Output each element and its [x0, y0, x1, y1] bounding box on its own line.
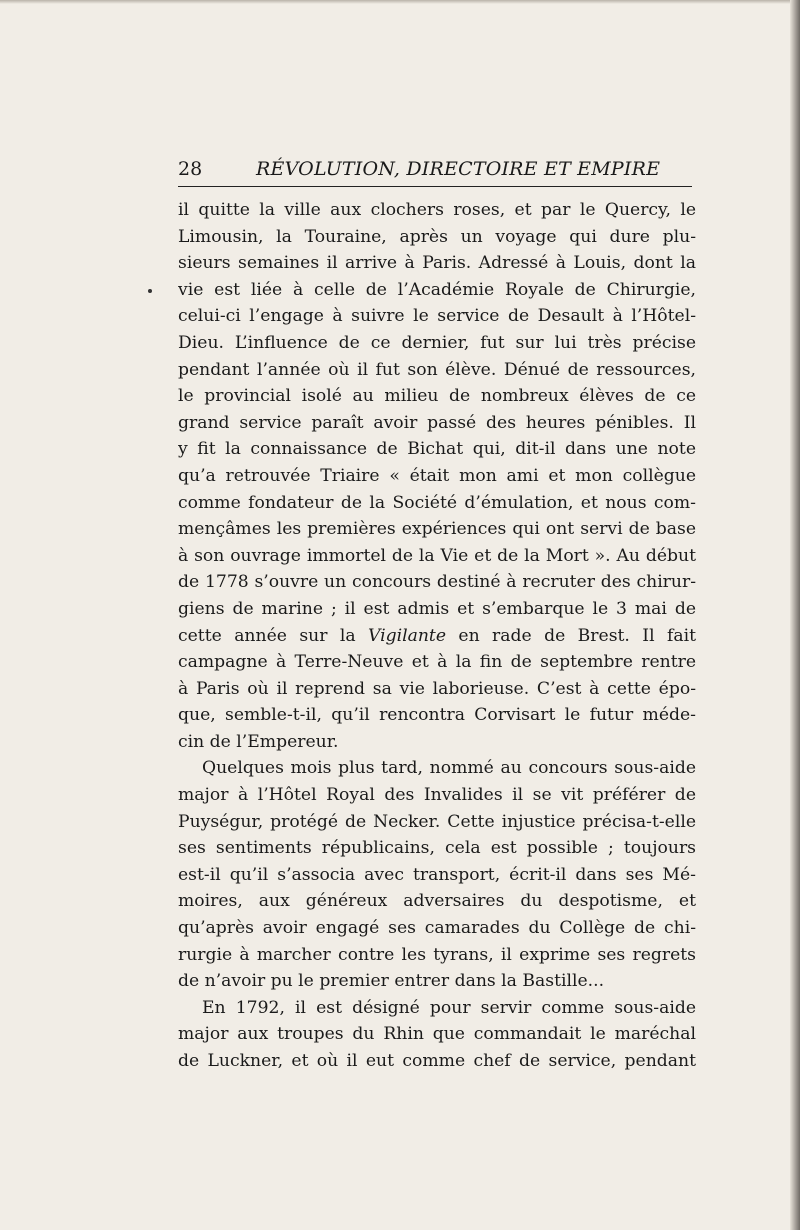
- text-line: celui-ci l’engage à suivre le service de Desault à l’Hôtel-: [178, 306, 696, 327]
- text-line: pendant l’année où il fut son élève. Dénué de ressources,: [178, 359, 696, 380]
- text-line: est-il qu’il s’associa avec transport, écrit-il dans ses Mé-: [178, 864, 696, 885]
- page-header: [178, 156, 692, 187]
- page-top-shadow: [0, 0, 800, 4]
- text-line: giens de marine ; il est admis et s’embarque le 3 mai de: [178, 598, 696, 619]
- body-text: [178, 197, 696, 1075]
- text-line: comme fondateur de la Société d’émulation, et nous com-: [178, 492, 696, 513]
- text-line: rurgie à marcher contre les tyrans, il exprime ses regrets: [178, 944, 696, 965]
- text-line: moires, aux généreux adversaires du despotisme, et: [178, 891, 696, 912]
- ship-name-italic: Vigilante: [368, 625, 446, 646]
- text-line: à son ouvrage immortel de la Vie et de la Mort ». Au début: [178, 545, 696, 566]
- text-line-with-italic: [178, 623, 696, 650]
- text-line: qu’a retrouvée Triaire « était mon ami et mon collègue: [178, 465, 696, 486]
- page-right-edge: [790, 0, 800, 1230]
- text-line: grand service paraît avoir passé des heures pénibles. Il: [178, 412, 696, 433]
- paragraph-first-line: Quelques mois plus tard, nommé au concours sous-aide: [202, 758, 696, 779]
- paragraph-last-line: de n’avoir pu le premier entrer dans la Bastille...: [178, 971, 605, 992]
- text-line: de 1778 s’ouvre un concours destiné à recruter des chirur-: [178, 572, 696, 593]
- text-line: le provincial isolé au milieu de nombreux élèves de ce: [178, 386, 696, 407]
- paragraph-last-line: cin de l’Empereur.: [178, 731, 339, 752]
- text-line: sieurs semaines il arrive à Paris. Adressé à Louis, dont la: [178, 253, 696, 274]
- paper-speck: [148, 289, 152, 293]
- text-line: il quitte la ville aux clochers roses, et par le Quercy, le: [178, 200, 696, 220]
- text-line: campagne à Terre-Neuve et à la fin de septembre rentre: [178, 652, 696, 673]
- text-line: major à l’Hôtel Royal des Invalides il se vit préférer de: [178, 785, 696, 806]
- text-line: major aux troupes du Rhin que commandait le maréchal: [178, 1024, 696, 1045]
- page-number: 28: [178, 158, 203, 180]
- text-line: ses sentiments républicains, cela est possible ; toujours: [178, 838, 696, 859]
- text-line: que, semble-t-il, qu’il rencontra Corvisart le futur méde-: [178, 705, 696, 726]
- text-line: Limousin, la Touraine, après un voyage qui dure plu-: [178, 226, 696, 247]
- paragraph-first-line: En 1792, il est désigné pour servir comme sous-aide: [202, 997, 696, 1018]
- text-line: qu’après avoir engagé ses camarades du Collège de chi-: [178, 918, 696, 939]
- text-line: Dieu. L’influence de ce dernier, fut sur lui très précise: [178, 332, 696, 353]
- text-segment: cette année sur la: [178, 625, 368, 646]
- text-line: de Luckner, et où il eut comme chef de service, pendant: [178, 1051, 696, 1071]
- text-line: y fit la connaissance de Bichat qui, dit-il dans une note: [178, 439, 696, 460]
- text-line: vie est liée à celle de l’Académie Royale de Chirurgie,: [178, 279, 696, 300]
- text-line: Puységur, protégé de Necker. Cette injustice précisa-t-elle: [178, 811, 696, 832]
- text-segment: en rade de Brest. Il fait: [446, 625, 696, 646]
- text-line: mençâmes les premières expériences qui ont servi de base: [178, 519, 696, 540]
- running-title: RÉVOLUTION, DIRECTOIRE ET EMPIRE: [256, 158, 661, 180]
- text-line: à Paris où il reprend sa vie laborieuse. C’est à cette épo-: [178, 678, 696, 699]
